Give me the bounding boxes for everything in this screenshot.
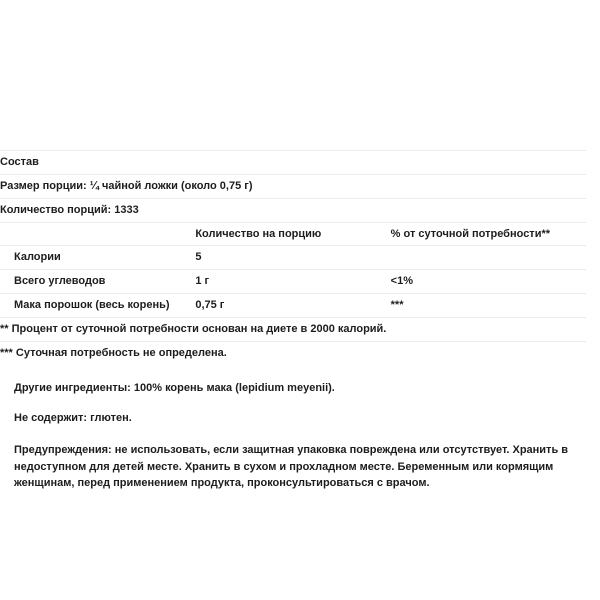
table-row: [0, 294, 586, 318]
serving-size-text: Размер порции: ¼ чайной ложки (около 0,75 г): [0, 174, 586, 198]
table-row-servings-per-container: [0, 198, 586, 222]
other-ingredients-text: Другие ингредиенты: 100% корень мака (lepidium meyenii).: [14, 381, 335, 394]
panel-title: Состав: [0, 151, 586, 175]
table-row: [0, 246, 586, 270]
footnote-daily-value-not-established: *** Суточная потребность не определена.: [0, 341, 586, 364]
column-header-daily-value: % от суточной потребности**: [391, 222, 586, 246]
nutrient-amount: 1 г: [195, 270, 390, 294]
nutrient-amount: 0,75 г: [195, 294, 390, 318]
nutrient-name: Мака порошок (весь корень): [0, 294, 195, 318]
supplement-facts-panel: [0, 150, 600, 492]
column-header-name: [0, 222, 195, 246]
nutrient-daily-value: [391, 246, 586, 270]
nutrient-daily-value: <1%: [391, 270, 586, 294]
warnings-text: Предупреждения: не использовать, если защитная упаковка повреждена или отсутствует. Хранить в недоступном для детей месте. Хранить в сухом и прохладном месте. Беременным или кормящим женщинам, перед применением продукта, проконсультироваться с врачом.: [14, 444, 569, 490]
column-header-amount-per-serving: Количество на порцию: [195, 222, 390, 246]
table-row-title: [0, 151, 586, 175]
supplement-facts-table: [0, 150, 586, 365]
table-row: [0, 270, 586, 294]
table-row-serving-size: [0, 174, 586, 198]
table-row-footnote: [0, 317, 586, 341]
nutrient-name: Калории: [0, 246, 195, 270]
table-header-row: [0, 222, 586, 246]
footnote-daily-value-basis: ** Процент от суточной потребности основан на диете в 2000 калорий.: [0, 317, 586, 341]
table-row-footnote: [0, 341, 586, 364]
servings-per-container-text: Количество порций: 1333: [0, 198, 586, 222]
free-from-text: Не содержит: глютен.: [14, 412, 132, 425]
product-notes: [0, 381, 600, 492]
nutrient-amount: 5: [195, 246, 390, 270]
nutrient-name: Всего углеводов: [0, 270, 195, 294]
nutrient-daily-value: ***: [391, 294, 586, 318]
